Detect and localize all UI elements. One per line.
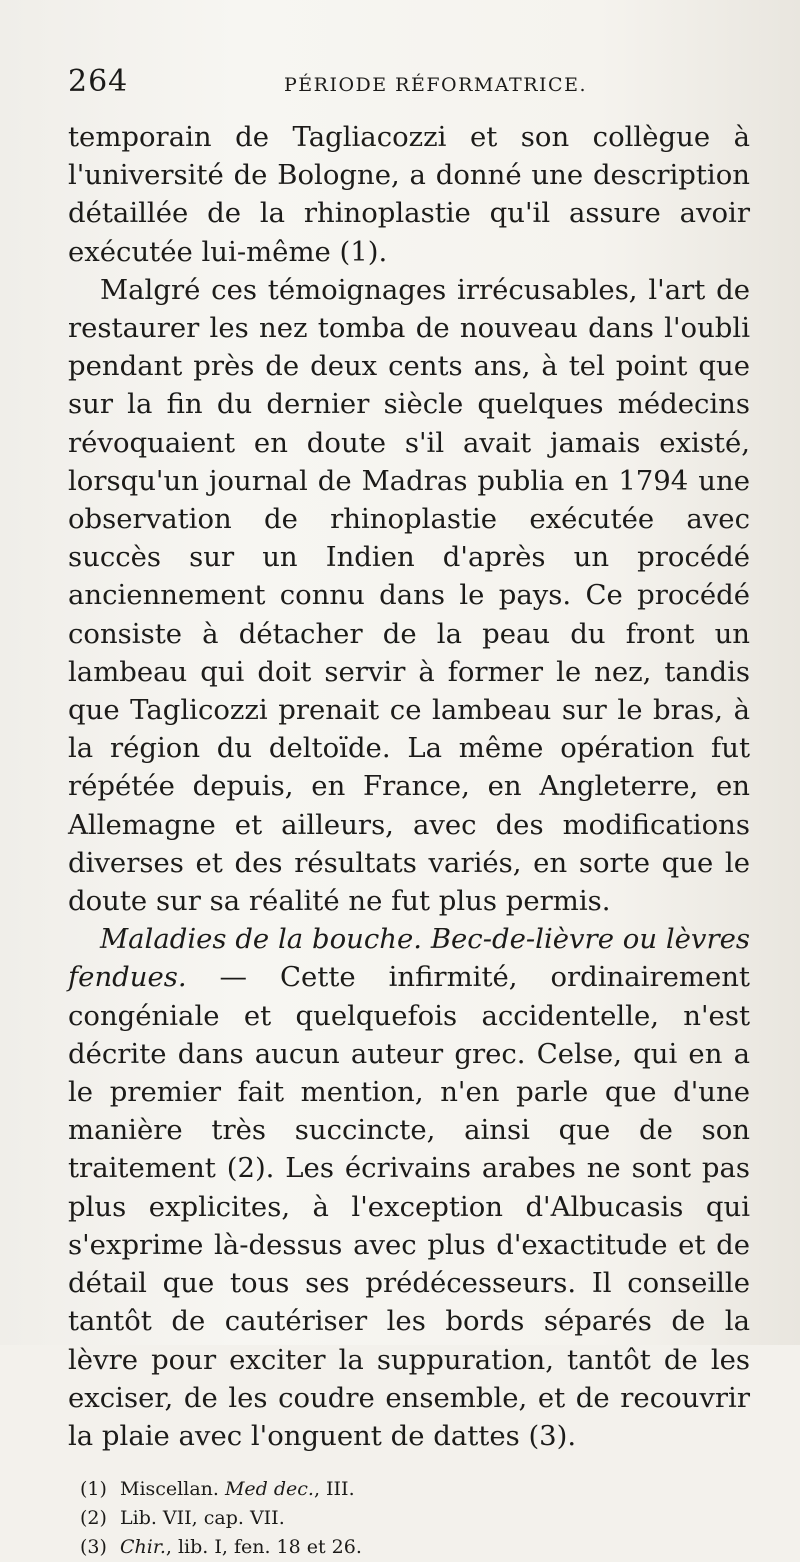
section-text: — Cette infirmité, ordinairement congéniale et quelquefois accidentelle, n'est décrite dans aucun auteur grec. Celse, qui en a le premier fait mention, n'en parle que d'une manière très succincte, ainsi que de son traitement (2). Les écrivains arabes ne sont pas plus explicites, à l'exception d'Albucasis qui s'exprime là-dessus avec plus d'exactitude et de détail que tous ses prédécesseurs. Il conseille tantôt de cautériser les bords séparés de la lèvre pour exciter la suppuration, tantôt de les exciser, de les coudre ensemble, et de recouvrir la plaie avec l'onguent de dattes (3). bbox=[68, 961, 750, 1452]
footnote-mark: (2) bbox=[80, 1507, 107, 1530]
running-head: PÉRIODE RÉFORMATRICE. bbox=[284, 74, 587, 96]
paragraph-continuation: temporain de Tagliacozzi et son collègue à l'université de Bologne, a donné une description détaillée de la rhinoplastie qu'il assure avoir exécutée lui-même (1). bbox=[68, 121, 750, 268]
paragraph-rhinoplasty: Malgré ces témoignages irrécusables, l'art de restaurer les nez tomba de nouveau dans l'oubli pendant près de deux cents ans, à tel point que sur la fin du dernier siècle quelques médecins révoquaient en doute s'il avait jamais existé, lorsqu'un journal de Madras publia en 1794 une observation de rhinoplastie exécutée avec succès sur un Indien d'après un procédé anciennement connu dans le pays. Ce procédé consiste à détacher de la peau du front un lambeau qui doit servir à former le nez, tandis que Taglicozzi prenait ce lambeau sur le bras, à la région du deltoïde. La même opération fut répétée depuis, en France, en Angleterre, en Allemagne et ailleurs, avec des modifications diverses et des résultats variés, en sorte que le doute sur sa réalité ne fut plus permis. bbox=[68, 273, 750, 918]
footnote-text bbox=[120, 1504, 285, 1533]
footnote-text bbox=[120, 1533, 362, 1562]
paragraph-bec-de-lievre bbox=[68, 920, 750, 1455]
footnote-mark: (1) bbox=[80, 1478, 107, 1501]
footnote-1 bbox=[80, 1475, 750, 1504]
footnote-pre: Lib. VII, cap. VII. bbox=[120, 1507, 285, 1530]
footnotes bbox=[80, 1475, 750, 1562]
section-title: Maladies de la bouche. Bec-de-lièvre ou lèvres fendues. bbox=[68, 923, 750, 994]
footnote-mark: (3) bbox=[80, 1536, 107, 1559]
footnote-post: , III. bbox=[313, 1478, 355, 1501]
footnote-2 bbox=[80, 1504, 750, 1533]
page-header bbox=[68, 64, 750, 112]
page-number: 264 bbox=[68, 64, 129, 99]
footnote-post: , lib. I, fen. 18 et 26. bbox=[165, 1536, 362, 1559]
body-text bbox=[68, 118, 750, 1455]
footnote-italic: Med dec. bbox=[224, 1478, 314, 1501]
footnote-pre: Miscellan. bbox=[120, 1478, 225, 1501]
footnote-text bbox=[120, 1475, 355, 1504]
footnote-3 bbox=[80, 1533, 750, 1562]
footnote-italic: Chir. bbox=[120, 1536, 166, 1559]
